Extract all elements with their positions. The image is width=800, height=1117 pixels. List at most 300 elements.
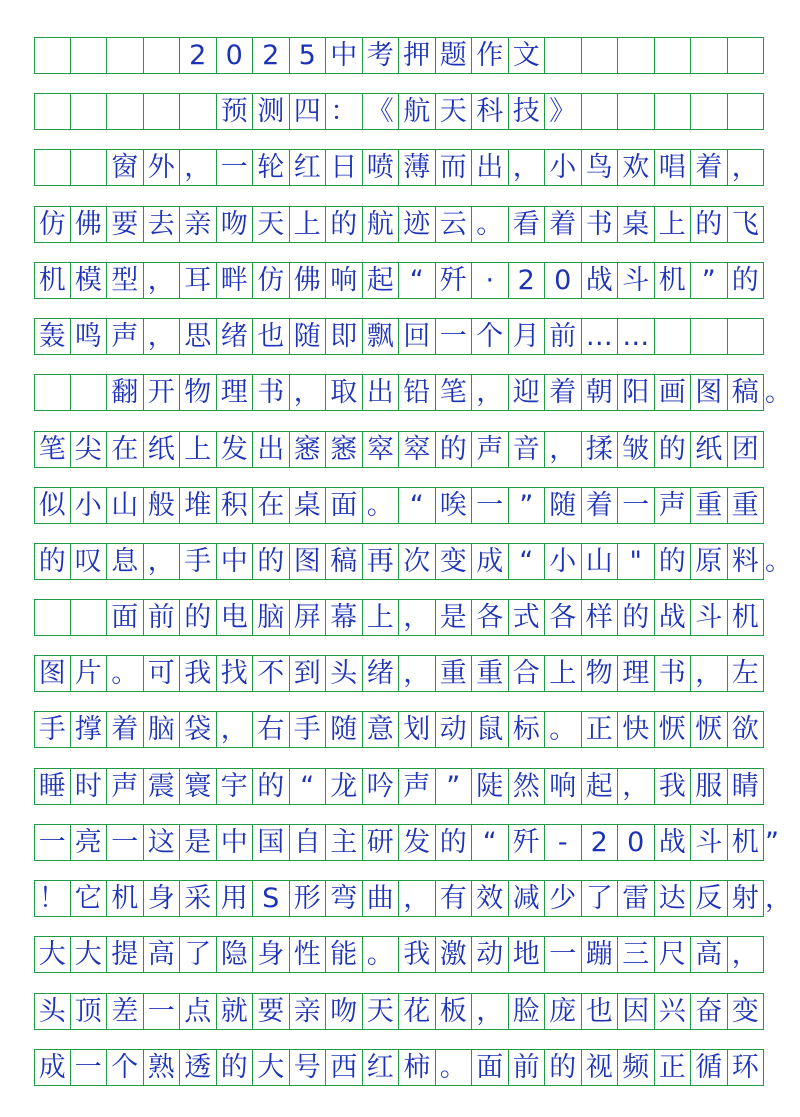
grid-cell: 堆 <box>180 488 217 523</box>
grid-cell <box>728 94 765 129</box>
grid-cell: 天 <box>436 94 473 129</box>
grid-cell: 的 <box>655 432 692 467</box>
grid-cell: 一 <box>217 150 254 185</box>
grid-cell: 日 <box>326 150 363 185</box>
grid-cell: 左 <box>728 656 765 691</box>
grid-cell: 着 <box>691 150 728 185</box>
grid-row <box>34 543 764 580</box>
grid-cell: 手 <box>34 712 71 747</box>
grid-cell: 性 <box>290 937 327 972</box>
grid-cell: ” <box>436 769 473 804</box>
grid-cell: 它 <box>71 881 108 916</box>
grid-cell: 循 <box>691 1050 728 1085</box>
grid-cell: 窸 <box>326 432 363 467</box>
grid-cell: 物 <box>582 656 619 691</box>
grid-cell: 响 <box>326 263 363 298</box>
grid-cell: 飞 <box>728 207 765 242</box>
grid-cell: “ <box>399 488 436 523</box>
grid-row <box>34 431 764 468</box>
grid-cell: 2 <box>180 38 217 73</box>
grid-cell: · <box>472 263 509 298</box>
grid-row <box>34 824 764 861</box>
grid-cell: 》 <box>545 94 582 129</box>
grid-cell: 的 <box>253 769 290 804</box>
grid-cell: 轰 <box>34 319 71 354</box>
grid-cell: 畔 <box>217 263 254 298</box>
grid-cell: 山 <box>107 488 144 523</box>
grid-cell: 个 <box>472 319 509 354</box>
grid-row <box>34 768 764 805</box>
grid-cell: 朝 <box>582 375 619 410</box>
grid-cell: 鼠 <box>472 712 509 747</box>
grid-cell: 2 <box>253 38 290 73</box>
grid-cell: 在 <box>253 488 290 523</box>
grid-cell: 标 <box>509 712 546 747</box>
grid-cell <box>691 319 728 354</box>
grid-cell: 要 <box>253 994 290 1029</box>
grid-cell: 押 <box>399 38 436 73</box>
grid-cell: 稿 <box>728 375 765 410</box>
grid-cell: 看 <box>509 207 546 242</box>
grid-cell: 纸 <box>144 432 181 467</box>
grid-cell: 窗 <box>107 150 144 185</box>
grid-cell: 一 <box>107 825 144 860</box>
grid-cell: 达 <box>655 881 692 916</box>
grid-cell: 用 <box>217 881 254 916</box>
grid-cell <box>34 375 71 410</box>
grid-cell: 头 <box>326 656 363 691</box>
grid-cell: 雷 <box>618 881 655 916</box>
grid-cell: 息 <box>107 544 144 579</box>
grid-cell: 少 <box>545 881 582 916</box>
grid-cell <box>655 94 692 129</box>
grid-cell: 主 <box>326 825 363 860</box>
grid-cell: 迹 <box>399 207 436 242</box>
grid-cell: “ <box>509 544 546 579</box>
grid-cell: 了 <box>582 881 619 916</box>
grid-cell: 电 <box>217 600 254 635</box>
grid-cell: 频 <box>618 1050 655 1085</box>
grid-cell: 也 <box>253 319 290 354</box>
grid-cell: 上 <box>180 432 217 467</box>
grid-cell: 发 <box>399 825 436 860</box>
grid-cell: 鸟 <box>582 150 619 185</box>
grid-cell: 歼 <box>436 263 473 298</box>
grid-cell: ， <box>399 656 436 691</box>
grid-cell: 透 <box>180 1050 217 1085</box>
grid-cell: 上 <box>363 600 400 635</box>
grid-cell: 上 <box>290 207 327 242</box>
grid-cell: 笔 <box>436 375 473 410</box>
grid-cell: 高 <box>144 937 181 972</box>
grid-cell: 头 <box>34 994 71 1029</box>
grid-cell: 料 <box>728 544 765 579</box>
grid-cell <box>144 94 181 129</box>
grid-cell: 这 <box>144 825 181 860</box>
grid-cell: 奋 <box>691 994 728 1029</box>
grid-cell: 减 <box>509 881 546 916</box>
grid-cell: 。 <box>363 488 400 523</box>
grid-cell: 起 <box>363 263 400 298</box>
grid-cell: 划 <box>399 712 436 747</box>
grid-cell <box>582 94 619 129</box>
grid-cell: 一 <box>472 488 509 523</box>
grid-row <box>34 711 764 748</box>
grid-row <box>34 655 764 692</box>
grid-cell <box>34 94 71 129</box>
grid-cell: 再 <box>363 544 400 579</box>
grid-cell: 红 <box>363 1050 400 1085</box>
grid-cell: 作 <box>472 38 509 73</box>
grid-cell: 撑 <box>71 712 108 747</box>
grid-cell: 前 <box>144 600 181 635</box>
grid-cell: 。 <box>436 1050 473 1085</box>
grid-cell: 因 <box>618 994 655 1029</box>
grid-cell: 出 <box>253 432 290 467</box>
grid-cell: 翻 <box>107 375 144 410</box>
grid-cell: 意 <box>363 712 400 747</box>
grid-cell: 航 <box>363 207 400 242</box>
grid-cell: 的 <box>436 825 473 860</box>
grid-cell: 次 <box>399 544 436 579</box>
grid-cell: 。 <box>545 712 582 747</box>
grid-cell: 差 <box>107 994 144 1029</box>
grid-cell: 着 <box>107 712 144 747</box>
grid-cell: 一 <box>545 937 582 972</box>
grid-row <box>34 880 764 917</box>
grid-cell: 声 <box>472 432 509 467</box>
grid-cell: 《 <box>363 94 400 129</box>
grid-row <box>34 993 764 1030</box>
grid-cell: 重 <box>691 488 728 523</box>
grid-cell: ， <box>144 319 181 354</box>
grid-cell: 前 <box>545 319 582 354</box>
grid-row <box>34 262 764 299</box>
grid-cell: 佛 <box>71 207 108 242</box>
grid-cell: 隐 <box>217 937 254 972</box>
grid-cell: 庞 <box>545 994 582 1029</box>
grid-cell: 耳 <box>180 263 217 298</box>
grid-row <box>34 93 764 130</box>
grid-cell: 面 <box>326 488 363 523</box>
grid-cell: 般 <box>144 488 181 523</box>
grid-cell: 测 <box>253 94 290 129</box>
grid-cell: 稿 <box>326 544 363 579</box>
grid-cell: 天 <box>363 994 400 1029</box>
grid-cell: 歼 <box>509 825 546 860</box>
grid-cell: 欢 <box>618 150 655 185</box>
grid-cell: 曲 <box>363 881 400 916</box>
grid-cell: 面 <box>472 1050 509 1085</box>
grid-cell: 是 <box>436 600 473 635</box>
grid-cell: ， <box>290 375 327 410</box>
grid-row <box>34 37 764 74</box>
grid-cell: 声 <box>655 488 692 523</box>
grid-cell: 动 <box>436 712 473 747</box>
grid-cell: 的 <box>728 263 765 298</box>
grid-cell: 图 <box>290 544 327 579</box>
grid-cell: ， <box>728 937 765 972</box>
grid-cell: 花 <box>399 994 436 1029</box>
grid-cell: 随 <box>290 319 327 354</box>
grid-cell: " <box>618 544 655 579</box>
margin-punctuation: ， <box>765 883 792 914</box>
grid-cell: 的 <box>436 432 473 467</box>
grid-cell: 取 <box>326 375 363 410</box>
grid-cell: 铅 <box>399 375 436 410</box>
grid-cell: 战 <box>655 600 692 635</box>
grid-cell: 大 <box>34 937 71 972</box>
grid-cell: 。 <box>363 937 400 972</box>
grid-cell: 战 <box>582 263 619 298</box>
grid-cell <box>691 94 728 129</box>
grid-cell: 我 <box>180 656 217 691</box>
grid-cell: 正 <box>655 1050 692 1085</box>
grid-cell: … <box>582 319 619 354</box>
grid-cell: 音 <box>509 432 546 467</box>
grid-cell: 在 <box>107 432 144 467</box>
grid-cell: 宇 <box>217 769 254 804</box>
grid-cell: 理 <box>217 375 254 410</box>
grid-cell: 外 <box>144 150 181 185</box>
grid-cell: 文 <box>509 38 546 73</box>
grid-cell <box>545 38 582 73</box>
grid-cell: 着 <box>545 375 582 410</box>
grid-cell: 吟 <box>363 769 400 804</box>
grid-cell: 0 <box>217 38 254 73</box>
grid-cell <box>71 94 108 129</box>
grid-cell: 思 <box>180 319 217 354</box>
grid-cell: 仿 <box>253 263 290 298</box>
grid-cell: 图 <box>34 656 71 691</box>
grid-cell: 薄 <box>399 150 436 185</box>
grid-cell: 兴 <box>655 994 692 1029</box>
grid-cell: 模 <box>71 263 108 298</box>
grid-cell: 积 <box>217 488 254 523</box>
grid-cell: 片 <box>71 656 108 691</box>
grid-cell <box>655 319 692 354</box>
grid-cell: 技 <box>509 94 546 129</box>
grid-cell: 各 <box>545 600 582 635</box>
grid-cell: 小 <box>71 488 108 523</box>
grid-cell: 环 <box>728 1050 765 1085</box>
grid-cell: 一 <box>71 1050 108 1085</box>
grid-cell: 一 <box>34 825 71 860</box>
grid-cell: ， <box>144 544 181 579</box>
grid-cell: 效 <box>472 881 509 916</box>
grid-cell: ， <box>180 150 217 185</box>
grid-cell: 动 <box>472 937 509 972</box>
grid-cell: 顶 <box>71 994 108 1029</box>
grid-cell: 回 <box>399 319 436 354</box>
grid-cell: 个 <box>107 1050 144 1085</box>
grid-cell: 唱 <box>655 150 692 185</box>
grid-cell: 桌 <box>618 207 655 242</box>
grid-cell: ： <box>326 94 363 129</box>
grid-cell: ， <box>618 769 655 804</box>
grid-cell: 视 <box>582 1050 619 1085</box>
grid-cell: 机 <box>728 600 765 635</box>
grid-cell: 脸 <box>509 994 546 1029</box>
grid-cell: 是 <box>180 825 217 860</box>
grid-cell: - <box>545 825 582 860</box>
grid-cell <box>107 38 144 73</box>
grid-cell <box>71 150 108 185</box>
grid-cell: “ <box>399 263 436 298</box>
grid-cell: 即 <box>326 319 363 354</box>
grid-cell: 正 <box>582 712 619 747</box>
grid-cell: 睛 <box>728 769 765 804</box>
grid-cell: 柿 <box>399 1050 436 1085</box>
grid-row <box>34 318 764 355</box>
grid-cell <box>71 375 108 410</box>
grid-cell: 屏 <box>290 600 327 635</box>
grid-cell <box>34 150 71 185</box>
grid-cell: ， <box>509 150 546 185</box>
grid-cell: 尺 <box>655 937 692 972</box>
grid-cell: 斗 <box>618 263 655 298</box>
grid-cell: 纸 <box>691 432 728 467</box>
grid-cell: 飘 <box>363 319 400 354</box>
grid-cell: 反 <box>691 881 728 916</box>
grid-cell <box>618 38 655 73</box>
grid-cell: 小 <box>545 544 582 579</box>
grid-cell: 吻 <box>326 994 363 1029</box>
grid-row <box>34 1049 764 1086</box>
grid-cell: 山 <box>582 544 619 579</box>
grid-cell: 仿 <box>34 207 71 242</box>
grid-cell: 熟 <box>144 1050 181 1085</box>
grid-cell: 的 <box>545 1050 582 1085</box>
grid-cell: 变 <box>728 994 765 1029</box>
grid-cell: 鸣 <box>71 319 108 354</box>
grid-cell: 的 <box>618 600 655 635</box>
grid-cell: 画 <box>655 375 692 410</box>
grid-cell: 佛 <box>290 263 327 298</box>
grid-cell: 弯 <box>326 881 363 916</box>
grid-cell: 快 <box>618 712 655 747</box>
grid-cell: 航 <box>399 94 436 129</box>
grid-cell: 了 <box>180 937 217 972</box>
grid-cell: ， <box>217 712 254 747</box>
grid-cell: 考 <box>363 38 400 73</box>
grid-cell: 点 <box>180 994 217 1029</box>
grid-cell: 尖 <box>71 432 108 467</box>
grid-cell: ” <box>509 488 546 523</box>
grid-cell: 阳 <box>618 375 655 410</box>
grid-cell: 似 <box>34 488 71 523</box>
grid-cell: 恹 <box>691 712 728 747</box>
grid-cell: 四 <box>290 94 327 129</box>
grid-cell: 成 <box>34 1050 71 1085</box>
grid-cell: 声 <box>399 769 436 804</box>
grid-cell: 上 <box>655 207 692 242</box>
grid-cell: 窣 <box>399 432 436 467</box>
grid-cell: 震 <box>144 769 181 804</box>
grid-cell: 就 <box>217 994 254 1029</box>
grid-cell: 袋 <box>180 712 217 747</box>
grid-cell: ， <box>399 600 436 635</box>
grid-cell: 。 <box>107 656 144 691</box>
grid-cell: 中 <box>217 544 254 579</box>
grid-cell: ， <box>691 656 728 691</box>
grid-cell: ， <box>545 432 582 467</box>
grid-cell: 不 <box>253 656 290 691</box>
grid-cell: 轮 <box>253 150 290 185</box>
grid-cell: 的 <box>253 544 290 579</box>
grid-cell: 绪 <box>217 319 254 354</box>
grid-cell: 0 <box>618 825 655 860</box>
grid-cell: 斗 <box>691 600 728 635</box>
grid-cell: 也 <box>582 994 619 1029</box>
grid-cell: 声 <box>107 319 144 354</box>
grid-cell: 脑 <box>253 600 290 635</box>
margin-punctuation: ” <box>765 827 779 858</box>
grid-cell: 2 <box>509 263 546 298</box>
grid-cell: 到 <box>290 656 327 691</box>
grid-cell: 大 <box>71 937 108 972</box>
grid-cell: 中 <box>217 825 254 860</box>
grid-cell: 窸 <box>290 432 327 467</box>
grid-cell: 战 <box>655 825 692 860</box>
grid-cell: 亲 <box>290 994 327 1029</box>
grid-cell: 我 <box>399 937 436 972</box>
grid-cell <box>728 319 765 354</box>
grid-cell: 桌 <box>290 488 327 523</box>
grid-cell: 身 <box>144 881 181 916</box>
grid-row <box>34 487 764 524</box>
grid-cell: 能 <box>326 937 363 972</box>
grid-cell: 一 <box>618 488 655 523</box>
grid-cell: 着 <box>582 488 619 523</box>
grid-cell: 叹 <box>71 544 108 579</box>
grid-cell: 书 <box>582 207 619 242</box>
grid-cell: 样 <box>582 600 619 635</box>
grid-cell: 机 <box>728 825 765 860</box>
grid-cell: 中 <box>326 38 363 73</box>
grid-cell: 原 <box>691 544 728 579</box>
grid-cell <box>691 38 728 73</box>
grid-cell <box>144 38 181 73</box>
grid-cell: 的 <box>655 544 692 579</box>
grid-cell: 寰 <box>180 769 217 804</box>
grid-cell <box>107 94 144 129</box>
grid-cell: 三 <box>618 937 655 972</box>
grid-cell: 喷 <box>363 150 400 185</box>
grid-cell: 陡 <box>472 769 509 804</box>
grid-cell: 激 <box>436 937 473 972</box>
grid-cell: 面 <box>107 600 144 635</box>
grid-cell: 型 <box>107 263 144 298</box>
grid-cell: 着 <box>545 207 582 242</box>
grid-cell: 团 <box>728 432 765 467</box>
grid-cell: 我 <box>655 769 692 804</box>
grid-cell: 恹 <box>655 712 692 747</box>
grid-cell: 书 <box>253 375 290 410</box>
grid-cell: 图 <box>691 375 728 410</box>
grid-cell: 出 <box>472 150 509 185</box>
grid-cell: 时 <box>71 769 108 804</box>
grid-cell: 有 <box>436 881 473 916</box>
grid-cell: S <box>253 881 290 916</box>
grid-cell <box>71 600 108 635</box>
grid-cell: 斗 <box>691 825 728 860</box>
grid-cell: 天 <box>253 207 290 242</box>
grid-cell: 欲 <box>728 712 765 747</box>
grid-cell: 自 <box>290 825 327 860</box>
grid-cell: 出 <box>363 375 400 410</box>
grid-cell: 地 <box>509 937 546 972</box>
